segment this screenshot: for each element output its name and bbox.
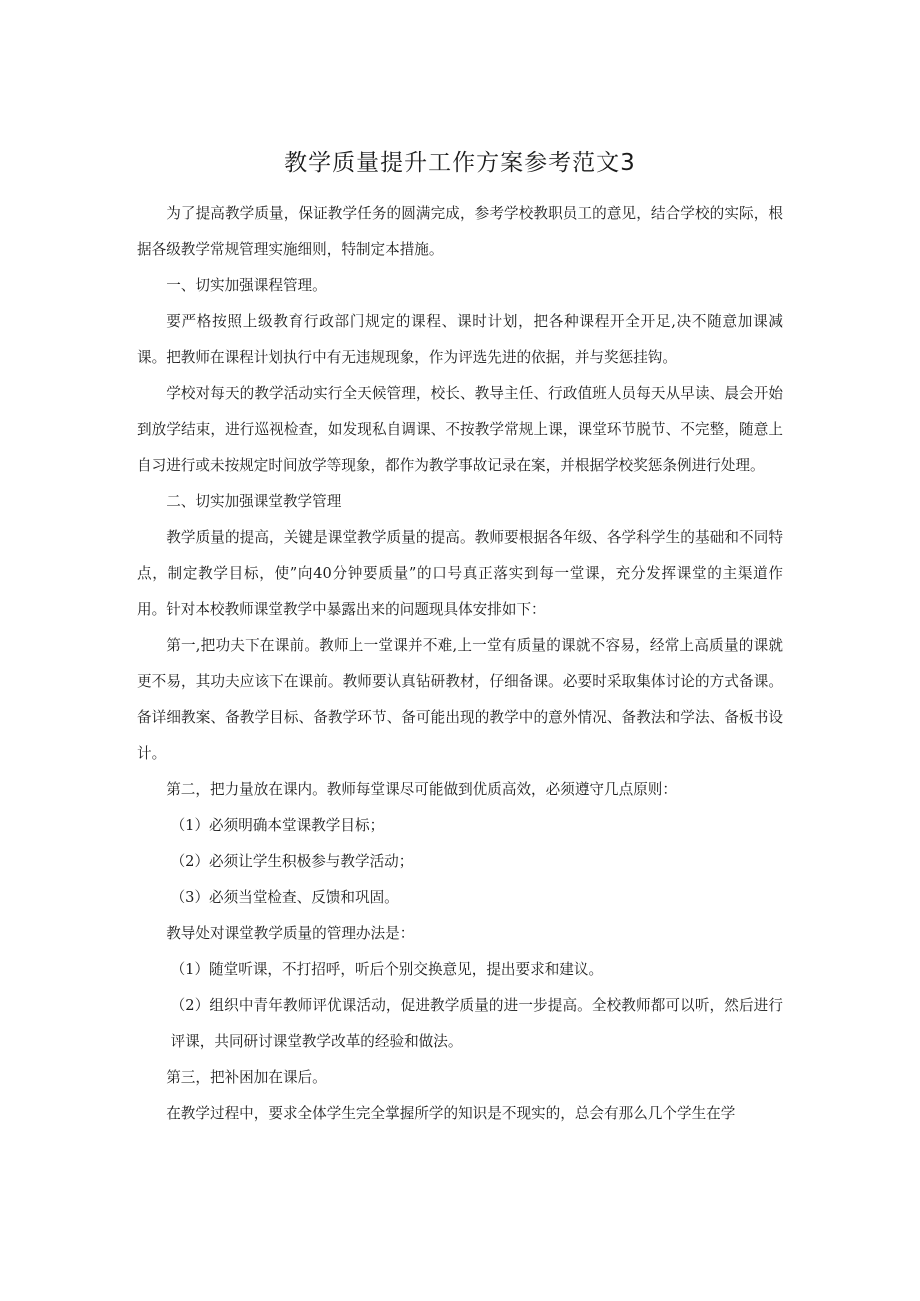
paragraph: 要严格按照上级教育行政部门规定的课程、课时计划，把各种课程开全开足,决不随意加课减课。把教师在课程计划执行中有无违规现象，作为评选先进的依据，并与奖惩挂钩。 (137, 313, 783, 366)
document-title: 教学质量提升工作方案参考范文3 (284, 150, 636, 176)
paragraph: 第三，把补困加在课后。 (166, 1069, 327, 1086)
paragraph: 第一,把功夫下在课前。教师上一堂课并不难,上一堂有质量的课就不容易，经常上高质量的课就更不易，其功夫应该下在课前。教师要认真钻研教材，仔细备课。必要时采取集体讨论的方式备课。备详细教案、备教学目标、备教学环节、备可能出现的教学中的意外情况、备教法和学法、备板书设计。 (137, 637, 783, 762)
list-item: （2）组织中青年教师评优课活动，促进教学质量的进一步提高。全校教师都可以听，然后进行评课，共同研讨课堂教学改革的经验和做法。 (170, 997, 783, 1050)
list-item: （2）必须让学生积极参与教学活动； (170, 853, 414, 870)
section-heading-course-management: 一、切实加强课程管理。 (166, 277, 327, 294)
paragraph: 教导处对课堂教学质量的管理办法是： (166, 925, 415, 942)
paragraph-intro: 为了提高教学质量，保证教学任务的圆满完成，参考学校教职员工的意见，结合学校的实际，根据各级教学常规管理实施细则，特制定本措施。 (137, 205, 783, 258)
section-heading-classroom-management: 二、切实加强课堂教学管理 (166, 493, 342, 510)
paragraph: 第二，把力量放在课内。教师每堂课尽可能做到优质高效，必须遵守几点原则： (166, 781, 677, 798)
list-item: （1）随堂听课，不打招呼，听后个别交换意见，提出要求和建议。 (170, 961, 604, 978)
list-item: （3）必须当堂检查、反馈和巩固。 (170, 889, 399, 906)
list-item: （1）必须明确本堂课教学目标； (170, 817, 385, 834)
paragraph: 教学质量的提高，关键是课堂教学质量的提高。教师要根据各年级、各学科学生的基础和不同特点，制定教学目标，使”向40分钟要质量”的口号真正落实到每一堂课，充分发挥课堂的主渠道作用。针对本校教师课堂教学中暴露出来的问题现具体安排如下： (137, 529, 783, 618)
paragraph: 在教学过程中，要求全体学生完全掌握所学的知识是不现实的，总会有那么几个学生在学 (166, 1105, 736, 1122)
paragraph: 学校对每天的教学活动实行全天候管理，校长、教导主任、行政值班人员每天从早读、晨会开始到放学结束，进行巡视检查，如发现私自调课、不按教学常规上课，课堂环节脱节、不完整，随意上自习进行或未按规定时间放学等现象，都作为教学事故记录在案，并根据学校奖惩条例进行处理。 (137, 385, 783, 474)
document-body (137, 196, 783, 1132)
